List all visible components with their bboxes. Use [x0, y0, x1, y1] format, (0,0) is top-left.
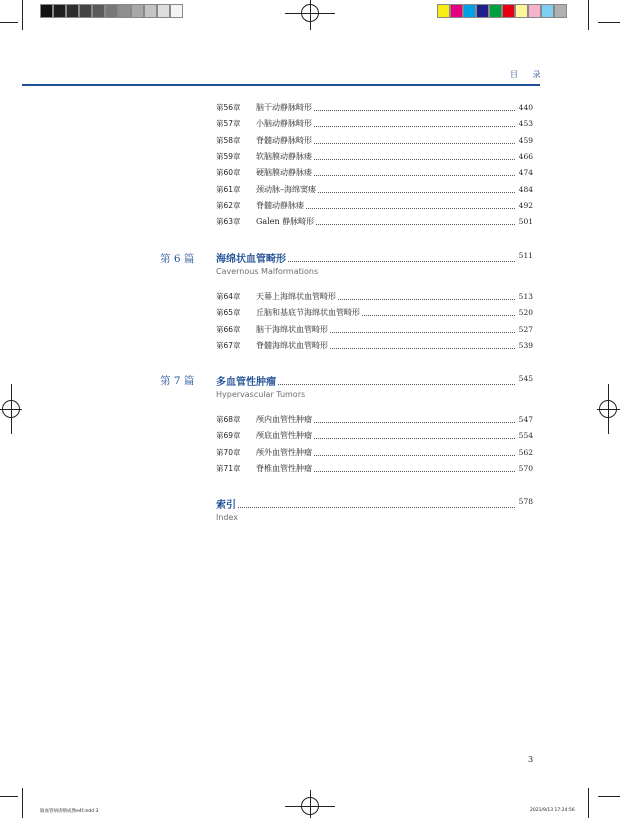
- chapter-title: 天幕上海绵状血管畸形: [256, 290, 338, 304]
- page-number: 547: [517, 413, 533, 427]
- page-number: 578: [518, 497, 533, 506]
- chapter-title: 颅内血管性肿瘤: [256, 413, 314, 427]
- color-swatch: [450, 4, 463, 18]
- toc-chapter-row: [216, 215, 533, 229]
- chapter-number: 第60章: [216, 168, 241, 178]
- toc-chapter-row: [216, 446, 533, 460]
- chapter-number: 第59章: [216, 151, 241, 161]
- crop-mark: [598, 796, 620, 797]
- toc-chapter-row: [216, 150, 533, 164]
- gray-swatch: [79, 4, 92, 18]
- chapter-title: 小脑动静脉畸形: [256, 117, 314, 131]
- crop-mark: [22, 788, 23, 818]
- registration-line: [310, 790, 311, 818]
- crop-mark: [588, 0, 589, 30]
- page-number: 545: [518, 374, 533, 383]
- crop-mark: [0, 796, 18, 797]
- page-number: 513: [517, 290, 533, 304]
- index-subtitle: Index: [216, 513, 239, 522]
- page-number: 501: [517, 215, 533, 229]
- page-number: 539: [517, 339, 533, 353]
- page-number: 570: [517, 462, 533, 476]
- gray-swatch: [40, 4, 53, 18]
- chapter-title: 颈动脉–海绵窦瘘: [256, 183, 318, 197]
- registration-line: [310, 0, 311, 30]
- page-number: 562: [517, 446, 533, 460]
- color-swatch: [515, 4, 528, 18]
- page-number: 440: [517, 101, 533, 115]
- gray-swatch: [105, 4, 118, 18]
- color-swatch: [437, 4, 450, 18]
- toc-chapter-row: [216, 117, 533, 131]
- color-swatch: [489, 4, 502, 18]
- chapter-number: 第57章: [216, 119, 241, 129]
- part-number: 第 7 篇: [160, 375, 195, 387]
- chapter-number: 第67章: [216, 340, 241, 350]
- chapter-number: 第69章: [216, 431, 241, 441]
- gray-swatch: [66, 4, 79, 18]
- page-number: 484: [517, 183, 533, 197]
- chapter-title: 软脑膜动静脉瘘: [256, 150, 314, 164]
- chapter-number: 第62章: [216, 200, 241, 210]
- chapter-number: 第71章: [216, 463, 241, 473]
- chapter-title: 丘脑和基底节海绵状血管畸形: [256, 306, 362, 320]
- page-number: 453: [517, 117, 533, 131]
- toc-chapter-row: [216, 101, 533, 115]
- chapter-number: 第65章: [216, 308, 241, 318]
- registration-line: [608, 384, 609, 434]
- toc-chapter-row: [216, 166, 533, 180]
- chapter-title: 脊髓海绵状血管畸形: [256, 339, 330, 353]
- header-rule: [22, 84, 540, 86]
- chapter-title: 脑干海绵状血管畸形: [256, 323, 330, 337]
- toc-chapter-row: [216, 323, 533, 337]
- gray-swatch: [157, 4, 170, 18]
- part-number: 第 6 篇: [160, 253, 195, 265]
- chapter-title: 脊髓动静脉瘘: [256, 199, 306, 213]
- chapter-number: 第61章: [216, 184, 241, 194]
- color-swatch: [554, 4, 567, 18]
- gray-swatch: [118, 4, 131, 18]
- gray-swatch: [53, 4, 66, 18]
- crop-mark: [22, 0, 23, 30]
- part-subtitle: Cavernous Malformations: [216, 267, 319, 276]
- chapter-title: 硬脑膜动静脉瘘: [256, 166, 314, 180]
- page-folio: 3: [528, 755, 534, 764]
- color-swatch: [502, 4, 515, 18]
- color-swatch: [476, 4, 489, 18]
- slug-right: 2021/9/13 17:24:56: [530, 808, 575, 813]
- chapter-title: 脑干动静脉畸形: [256, 101, 314, 115]
- toc-chapter-row: [216, 413, 533, 427]
- index-title: 索引: [216, 496, 238, 511]
- page-number: 520: [517, 306, 533, 320]
- part-title: 海绵状血管畸形: [216, 250, 288, 265]
- chapter-number: 第64章: [216, 292, 241, 301]
- page-number: 554: [517, 429, 533, 443]
- gray-swatch: [131, 4, 144, 18]
- toc-chapter-row: [216, 199, 533, 213]
- index-entry: [216, 496, 533, 512]
- chapter-number: 第68章: [216, 415, 241, 424]
- registration-line: [11, 384, 12, 434]
- color-swatch: [463, 4, 476, 18]
- chapter-title: 颅外血管性肿瘤: [256, 446, 314, 460]
- chapter-title: 脊椎血管性肿瘤: [256, 462, 314, 476]
- page-number: 511: [518, 251, 533, 260]
- toc-chapter-row: [216, 134, 533, 148]
- chapter-title: 脊髓动静脉畸形: [256, 134, 314, 148]
- chapter-number: 第63章: [216, 217, 241, 227]
- chapter-number: 第70章: [216, 447, 241, 457]
- part-subtitle: Hypervascular Tumors: [216, 390, 306, 399]
- gray-swatch: [170, 4, 183, 18]
- toc-chapter-row: [216, 306, 533, 320]
- slug-left: 脑血管病诊断成像e4f.indd 3: [40, 809, 99, 814]
- chapter-number: 第56章: [216, 103, 241, 112]
- color-swatch: [528, 4, 541, 18]
- page-number: 466: [517, 150, 533, 164]
- part-entry: [216, 373, 533, 389]
- running-header: 目 录: [510, 70, 547, 79]
- crop-mark: [0, 22, 18, 23]
- chapter-number: 第58章: [216, 135, 241, 145]
- toc-chapter-row: [216, 290, 533, 304]
- page-number: 474: [517, 166, 533, 180]
- page-number: 527: [517, 323, 533, 337]
- crop-mark: [588, 788, 589, 818]
- crop-mark: [598, 22, 620, 23]
- toc-chapter-row: [216, 183, 533, 197]
- gray-swatch: [92, 4, 105, 18]
- page-number: 459: [517, 134, 533, 148]
- chapter-title: 颅底血管性肿瘤: [256, 429, 314, 443]
- color-swatch: [541, 4, 554, 18]
- page-number: 492: [517, 199, 533, 213]
- part-title: 多血管性肿瘤: [216, 373, 278, 388]
- chapter-number: 第66章: [216, 324, 241, 334]
- toc-chapter-row: [216, 462, 533, 476]
- gray-swatch: [144, 4, 157, 18]
- part-entry: [216, 250, 533, 266]
- toc-chapter-row: [216, 339, 533, 353]
- chapter-title: Galen 静脉畸形: [256, 215, 316, 229]
- leader-dots: [216, 507, 515, 508]
- toc-chapter-row: [216, 429, 533, 443]
